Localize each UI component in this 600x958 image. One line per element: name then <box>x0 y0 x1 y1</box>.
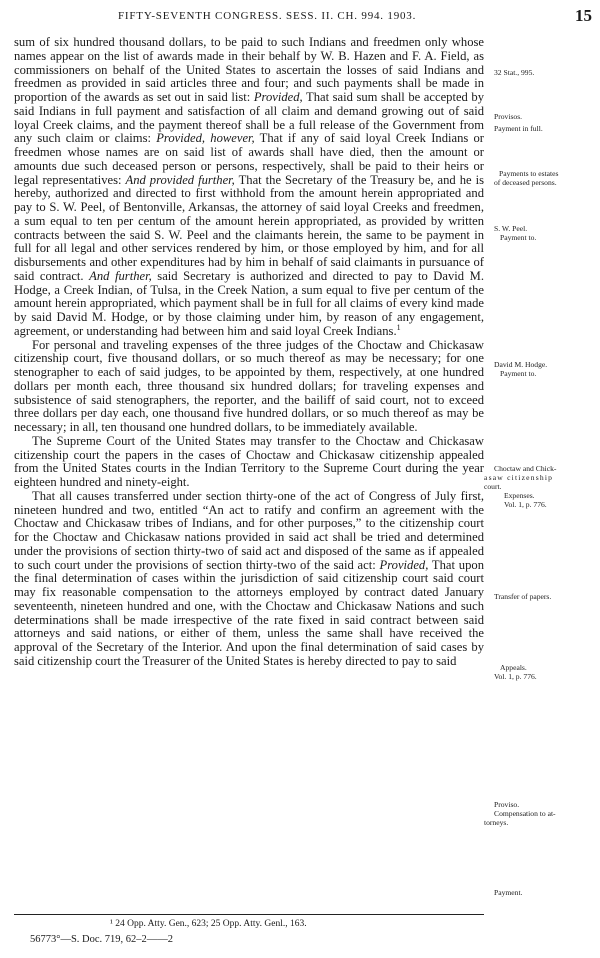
footnote-rule <box>14 914 484 915</box>
page-header <box>0 6 600 28</box>
margin-note-appeals: Appeals. Vol. 1, p. 776. <box>494 663 537 681</box>
footnote-marker: 1 <box>396 322 401 332</box>
margin-note-payment: Payment. <box>494 888 523 897</box>
margin-note-payments-estates: Payments to estates of deceased persons. <box>494 169 559 187</box>
margin-note-hodge: David M. Hodge. Payment to. <box>494 360 548 378</box>
statute-text <box>14 36 484 669</box>
margin-note-provisos: Provisos. Payment in full. <box>494 112 543 133</box>
print-imprint: 56773°—S. Doc. 719, 62–2——2 <box>30 934 174 945</box>
paragraph-loyal-creek-payment: sum of six hundred thousand dollars, to be paid to such Indians and freedmen only whose names appear on the list of awards made in their behalf by W. B. Hazen and F. A. Field, as commissioners on behalf of the United States to ascertain the losses of said Indians and freedmen as provided in said articles three and four; and such payments shall be made in proportion of the awards as set out in said list: Provided, That said sum shall be accepted by said Indians in full payment and satisfaction of all claim and demand growing out of said loyal Creek claims, and the payment thereof shall be a full release of the Government from any such claim or claims: Provided, however, That if any of said loyal Creek Indians or freedmen whose names are on said list of awards shall have died, then the amount or amounts due such deceased person or persons, respectively, shall be paid to their heirs or legal representatives: And provided further, That the Secretary of the Treasury be, and he is hereby, authorized and directed to first withhold from the amount herein appropriated and pay to S. W. Peel, of Bentonville, Arkansas, the attorney of said loyal Creeks and freedmen, a sum equal to ten per centum of the amount herein appropriated, as provided by written contracts between the said S. W. Peel and the claimants herein, the same to be payment in full for all legal and other services rendered by him, or those employed by him, and for all disbursements and other expenditures had by him in behalf of said claimants in pursuance of said contract. And further, said Secretary is authorized and directed to pay to David M. Hodge, a Creek Indian, of Tulsa, in the Creek Nation, a sum equal to five per centum of the amount herein appropriated, which payment shall be in full for all claims of every kind made by said David M. Hodge, or by those claiming under him, by reason of any engagement, agreement, or understanding had between him and said loyal Creek Indians.$^1$ <box>14 35 485 338</box>
footnote: ¹ 24 Opp. Atty. Gen., 623; 25 Opp. Atty. Genl., 163. <box>110 919 307 929</box>
margin-note-proviso-compensation: Proviso. Compensation to at- torneys. <box>484 800 556 827</box>
paragraph-transfer-of-papers: The Supreme Court of the United States may transfer to the Choctaw and Chickasaw citizenship court the papers in the cases of Choctaw and Chickasaw citizenship appealed from the United States courts in the Indian Territory to the Supreme Court during the year eighteen hundred and ninety-eight. <box>14 433 484 489</box>
margin-note-peel: S. W. Peel. Payment to. <box>494 224 537 242</box>
margin-note-transfer: Transfer of papers. <box>494 592 552 601</box>
paragraph-appeals: That all causes transferred under section thirty-one of the act of Congress of July first, nineteen hundred and two, entitled “An act to ratify and confirm an agreement with the Choctaw and Chickasaw tribes of Indians, and for other purposes,” to the citizenship court for the Choctaw and Chickasaw nations provided in said act shall be tried and determined under the provisions of section thirty-two of said act and disposed of the same as if appealed to such court under the provisions of section thirty-two of the said act: Provided, That upon the final determination of cases within the jurisdiction of said citizenship court said court may fix reasonable compensation to the attorneys employed by contract dated January seventeenth, nineteen hundred and one, with the Choctaw and Chickasaw Nations and such determinations shall be made irrespective of the rate fixed in said contract between said attorneys and said nations, or either of them, unless the same shall have received the approval of the Secretary of the Interior. And upon the final determination of said cases by said citizenship court the Treasurer of the United States is hereby directed to pay to said <box>14 488 484 668</box>
margin-note-choctaw-court: Choctaw and Chick- asaw citizenship court. Expenses. Vol. 1, p. 776. <box>484 464 557 509</box>
page-number: 15 <box>575 6 592 25</box>
running-head: FIFTY-SEVENTH CONGRESS. SESS. II. CH. 994. 1903. <box>118 10 417 22</box>
margin-note-stat-ref: 32 Stat., 995. <box>494 68 535 77</box>
paragraph-citizenship-court-expenses: For personal and traveling expenses of the three judges of the Choctaw and Chickasaw citizenship court, five thousand dollars, or so much thereof as may be necessary; for one stenographer to each of said judges, to be appointed by them, respectively, at one hundred dollars per month each, three thousand six hundred dollars; for traveling expenses and subsistence of said stenographers, the reporter, and the bailiff of said court, not to exceed three dollars per day each, one thousand five hundred dollars, or so much thereof as may be necessary; in all, ten thousand one hundred dollars, to be immediately available. <box>14 337 484 434</box>
